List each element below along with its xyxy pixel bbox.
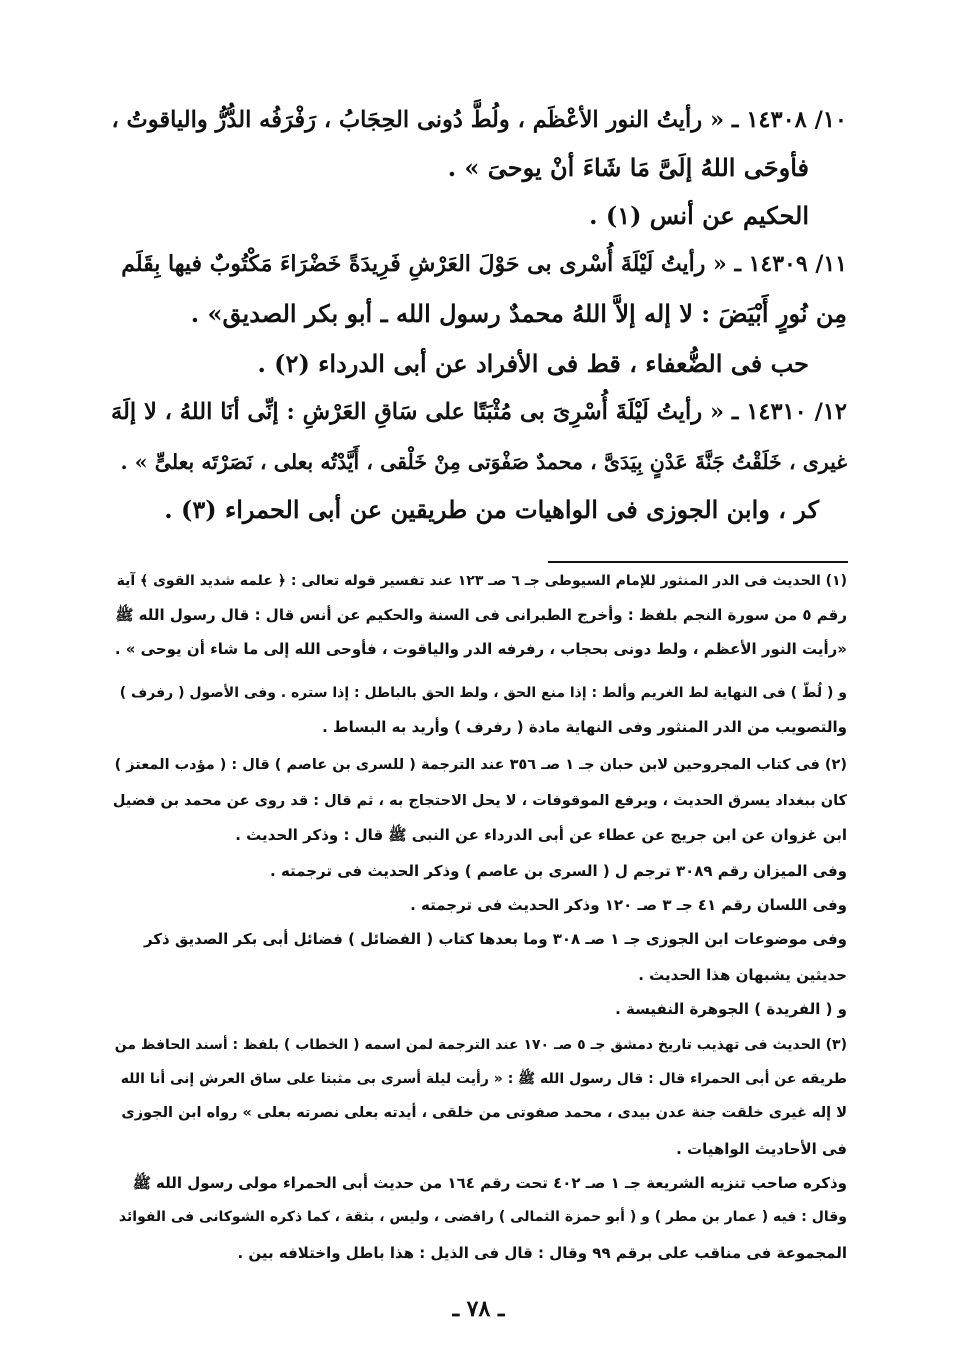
hadith-14310-line-2: غيرى ، خَلَقْتُ جَنَّةَ عَدْنٍ بِيَدَىَّ ، محمدٌ صَفْوَتى مِنْ خَلْقى ، أَيَّدْتُه بعلى ، نَصَرْتَه بعلىٍّ » .	[120, 450, 847, 474]
footnote-2-line-4: وفى الميزان رقم ٣٠٨٩ ترجم ل ( السرى بن عاصم ) وذكر الحديث فى ترجمته .	[270, 862, 847, 880]
hadith-14309-line-2: مِن نُورٍ أَبْيَضَ : لا إله إلاَّ اللهُ محمدٌ رسول الله ـ أبو بكر الصديق» .	[190, 299, 847, 328]
footnote-3-line-3: لا إله غيرى خلقت جنة عدن بيدى ، محمد صفوتى من خلقى ، أيدته بعلى نصرته بعلى » رواه ابن الجوزى	[121, 1105, 847, 1121]
footnote-2-line-8: و ( الفريدة ) الجوهرة النفيسة .	[615, 1000, 847, 1018]
footnote-2-line-7: حديثين يشبهان هذا الحديث .	[638, 966, 847, 984]
footnote-1-line-3: «رأيت النور الأعظم ، ولط دونى بحجاب ، رفرفه الدر والياقوت ، فأوحى الله إلى ما شاء أن يوحى » .	[114, 640, 847, 658]
footnote-2-line-1: (٢) فى كتاب المجروحين لابن حبان جـ ١ صـ ٣٥٦ عند الترجمة ( للسرى بن عاصم ) قال : ( مؤدب المعتز )	[114, 757, 847, 773]
hadith-14308-line-1: ١٠/ ١٤٣٠٨ ـ « رأيتُ النور الأعْظَم ، ولُطَّ دُونى الحِجَابُ ، رَفْرَفُه الدُّرُّ والياقوتُ ،	[111, 107, 847, 133]
footnote-1-line-4: و ( لُطّ ) فى النهاية لط الغريم وألط : إذا منع الحق ، ولط الحق بالباطل : إذا ستره . وفى الأصول ( رفرف )	[119, 685, 847, 701]
footnote-3-line-7: المجموعة فى مناقب على برقم ٩٩ وقال : قال فى الذيل : هذا باطل واختلافه بين .	[237, 1244, 847, 1262]
footnote-1-line-5: والتصويب من الدر المنثور وفى النهاية مادة ( رفرف ) وأريد به البساط .	[322, 718, 847, 736]
footnote-3-line-1: (٣) الحديث فى تهذيب تاريخ دمشق جـ ٥ صـ ١٧٠ عند الترجمة لمن اسمه ( الخطاب ) بلفظ : أسند الحافظ من	[114, 1037, 847, 1053]
footnote-2-line-5: وفى اللسان رقم ٤١ جـ ٣ صـ ١٢٠ وذكر الحديث فى ترجمته .	[410, 896, 847, 914]
footnote-2-line-6: وفى موضوعات ابن الجوزى جـ ١ صـ ٣٠٨ وما بعدها كتاب ( الفضائل ) فضائل أبى بكر الصديق ذكر	[143, 930, 847, 948]
footnote-3-line-5: وذكره صاحب تنزيه الشريعة جـ ١ صـ ٤٠٢ تحت رقم ١٦٤ من حديث أبى الحمراء مولى رسول الله ﷺ	[132, 1174, 847, 1192]
hadith-14310-source: كر ، وابن الجوزى فى الواهيات من طريقين عن أبى الحمراء (٣) .	[164, 495, 819, 524]
footnote-1-line-2: رقم ٥ من سورة النجم بلفظ : وأخرج الطبرانى فى السنة والحكيم عن أنس قال : قال رسول الله ﷺ	[115, 606, 847, 624]
hadith-14310-line-1: ١٢/ ١٤٣١٠ ـ « رأيتُ لَيْلَةَ أُسْرِىَ بى مُثْبَتًا على سَاقِ العَرْشِ : إنِّى أنَا اللهُ ، لا إلَهَ	[110, 399, 847, 425]
hadith-14308-source: الحكيم عن أنس (١) .	[589, 201, 809, 230]
footnote-1-line-1: (١) الحديث فى الدر المنثور للإمام السيوطى جـ ٦ صـ ١٢٣ عند تفسير قوله تعالى : ﴿ علمه شديد القوى ﴾ آية	[116, 573, 847, 589]
footnote-2-line-2: كان ببغداد يسرق الحديث ، ويرفع الموقوفات ، لا يحل الاحتجاج به ، ثم قال : قد روى عن محمد بن فضيل	[112, 793, 847, 809]
hadith-14309-source: حب فى الضُّعفاء ، قط فى الأفراد عن أبى الدرداء (٢) .	[257, 349, 809, 378]
page-number: ـ ٧٨ ـ	[452, 1296, 505, 1322]
footnote-separator	[548, 561, 848, 563]
hadith-14308-line-2: فأوحَى اللهُ إلَىَّ مَا شَاءَ أنْ يوحىَ » .	[447, 153, 809, 182]
hadith-14309-line-1: ١١/ ١٤٣٠٩ ـ « رأيتُ لَيْلَةَ أُسْرى بى حَوْلَ العَرْشِ فَرِيدَةً خَضْرَاءَ مَكْتُوبٌ فيها بِقَلَم	[121, 251, 847, 277]
footnote-2-line-3: ابن غزوان عن ابن جريج عن عطاء عن أبى الدرداء عن النبى ﷺ قال : وذكر الحديث .	[235, 826, 847, 844]
footnote-3-line-2: طريقه عن أبى الحمراء قال : قال رسول الله ﷺ : « رأيت ليلة أسرى بى مثبتا على ساق العرش إنى أنا الله	[120, 1071, 847, 1087]
footnote-3-line-6: وقال : فيه ( عمار بن مطر ) و ( أبو حمزة الثمالى ) رافضى ، وليس ، بثقة ، كما ذكره الشوكانى فى الفوائد	[118, 1209, 847, 1225]
footnote-3-line-4: فى الأحاديث الواهيات .	[676, 1140, 847, 1158]
